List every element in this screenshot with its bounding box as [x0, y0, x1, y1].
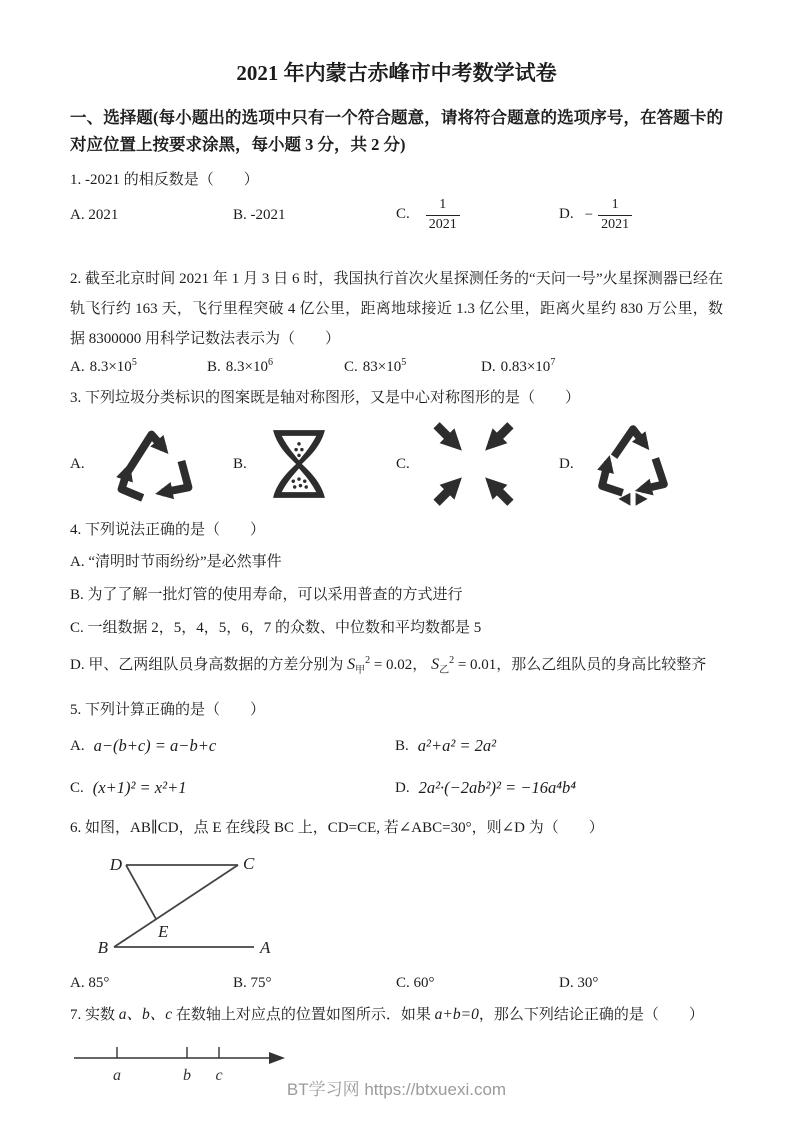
question-2-options	[70, 354, 723, 378]
q5-option-c: C. (x+1)² = x²+1	[70, 778, 187, 797]
q3-option-c: C.	[396, 420, 559, 508]
q6-option-c: C. 60°	[396, 974, 435, 991]
triangle-recycling-arrows-icon	[111, 417, 199, 512]
question-6-options	[70, 972, 723, 994]
q4-option-c: C. 一组数据 2，5，4，5，6，7 的众数、中位数和平均数都是 5	[70, 620, 482, 636]
hourglass-with-sand-icon	[263, 415, 335, 513]
numberline-label-c: c	[215, 1067, 223, 1084]
geometry-figure	[86, 843, 321, 961]
q1-option-d: D. − $\frac{1}{2021}$	[559, 196, 722, 233]
q2-option-b: B. $8.3\times 10^6$	[207, 356, 273, 375]
q6-option-a: A. 85°	[70, 974, 110, 991]
point-label-b: B	[97, 938, 108, 957]
q2-option-a: A. $8.3\times 10^5$	[70, 356, 137, 375]
q5-option-a: A. a−(b+c) = a−b+c	[70, 736, 217, 755]
question-5-text: 5. 下列计算正确的是（ ）	[70, 702, 266, 718]
point-label-e: E	[158, 922, 169, 941]
question-1-options	[70, 192, 723, 238]
question-6-figure	[86, 843, 723, 966]
four-arrows-converging-icon	[426, 420, 521, 508]
question-5-options	[70, 730, 723, 804]
page-title: 2021 年内蒙古赤峰市中考数学试卷	[236, 61, 557, 85]
question-4-text: 4. 下列说法正确的是（ ）	[70, 522, 266, 538]
q3-option-b: B.	[233, 415, 396, 513]
q2-option-c: C. $83\times 10^5$	[344, 356, 407, 375]
q5-option-b: B. a²+a² = 2a²	[395, 736, 497, 755]
question-6-text: 6. 如图，AB∥CD，点 E 在线段 BC 上，CD=CE, 若∠ABC=30°，则∠D 为（ ）	[70, 820, 604, 836]
q6-option-b: B. 75°	[233, 974, 272, 991]
question-3-options	[70, 412, 723, 516]
numberline-label-a: a	[113, 1067, 121, 1084]
numberline-label-b: b	[183, 1067, 191, 1084]
fraction: $\frac{1}{2021}$	[426, 196, 460, 233]
fraction: $\frac{1}{2021}$	[598, 196, 632, 233]
q1-option-c: C. $\frac{1}{2021}$	[396, 196, 559, 233]
question-3-text: 3. 下列垃圾分类标识的图案既是轴对称图形，又是中心对称图形的是（ ）	[70, 390, 581, 406]
q4-option-a: A. “清明时节雨纷纷”是必然事件	[70, 554, 282, 570]
q1-option-a: A. 2021	[70, 206, 119, 223]
q6-option-d: D. 30°	[559, 974, 599, 991]
point-label-c: C	[243, 854, 255, 873]
q4-option-d: D. 甲、乙两组队员身高数据的方差分别为 $S_甲^2 = 0.02$， $S_乙^2 = 0.01$，那么乙组队员的身高比较整齐	[70, 655, 707, 676]
recycling-arrows-variant-icon	[590, 413, 676, 515]
point-label-d: D	[109, 855, 122, 874]
watermark-footer: BT学习网 https://btxuexi.com	[286, 1080, 507, 1099]
point-label-a: A	[260, 938, 271, 957]
q5-option-d: D. 2a²·(−2ab²)² = −16a⁴b⁴	[395, 778, 576, 797]
q4-option-b: B. 为了了解一批灯管的使用寿命，可以采用普查的方式进行	[70, 587, 463, 603]
q3-option-a: A.	[70, 417, 233, 512]
question-7-text: 7. 实数 a、b、c 在数轴上对应点的位置如图所示．如果 a+b=0，那么下列结论正确的是（ ）	[70, 1006, 704, 1023]
section-heading: 一、选择题(每小题出的选项中只有一个符合题意，请将符合题意的选项序号，在答题卡的对应位置上按要求涂黑，每小题 3 分，共 2 分)	[70, 108, 723, 154]
q1-option-b: B. -2021	[233, 206, 286, 223]
q2-option-d: D. $0.83\times 10^7$	[481, 356, 556, 375]
q3-option-d: D.	[559, 413, 722, 515]
question-1-text: 1. -2021 的相反数是（ ）	[70, 172, 259, 188]
question-2-text: 2. 截至北京时间 2021 年 1 月 3 日 6 时，我国执行首次火星探测任务的“天问一号”火星探测器已经在轨飞行约 163 天，飞行里程突破 4 亿公里，距离地球接近 1.3 亿公里，距离火星约 830 万公里，数据 8300000 用科学记数法表示为（ ）	[70, 271, 723, 347]
